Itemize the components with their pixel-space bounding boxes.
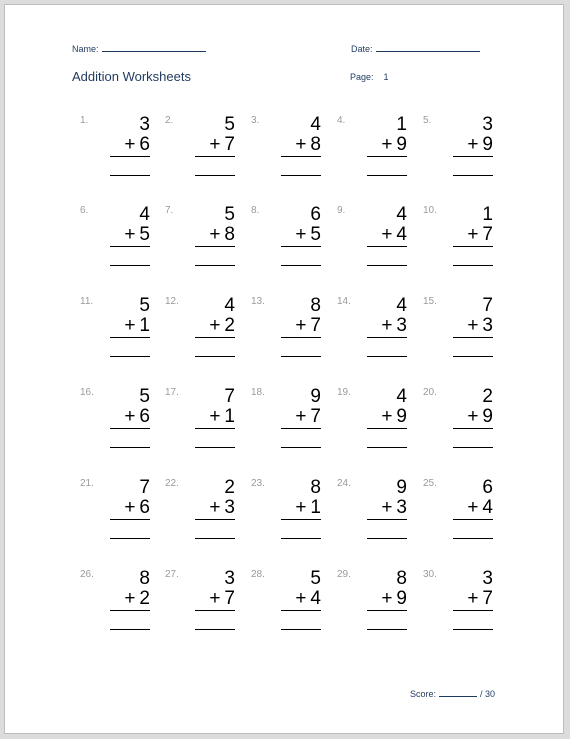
- problem-number: 18.: [251, 387, 265, 398]
- answer-line[interactable]: [367, 175, 407, 176]
- problem-number: 22.: [165, 478, 179, 489]
- addend-bottom-row: [195, 407, 235, 429]
- plus-sign: +: [124, 406, 136, 427]
- plus-sign: +: [124, 224, 136, 245]
- addend-top: 5: [224, 114, 235, 135]
- addend-bottom-row: [195, 135, 235, 157]
- page-label: Page:: [350, 72, 374, 82]
- addend-bottom: 9: [396, 134, 407, 155]
- problem-item: [423, 115, 493, 195]
- problem-item: [80, 296, 150, 376]
- addend-top: 2: [224, 477, 235, 498]
- addend-bottom: 9: [482, 406, 493, 427]
- addend-bottom: 3: [224, 497, 235, 518]
- problem-item: [165, 387, 235, 467]
- problem-number: 5.: [423, 115, 432, 126]
- plus-sign: +: [209, 134, 221, 155]
- problem-number: 21.: [80, 478, 94, 489]
- date-label: Date:: [351, 44, 373, 54]
- answer-line[interactable]: [195, 175, 235, 176]
- worksheet-page: [4, 4, 564, 734]
- addend-bottom: 7: [482, 588, 493, 609]
- date-field[interactable]: [351, 42, 480, 54]
- problem-item: [165, 205, 235, 285]
- problem-item: [337, 296, 407, 376]
- plus-sign: +: [295, 406, 307, 427]
- answer-line[interactable]: [453, 175, 493, 176]
- addend-top: 1: [396, 114, 407, 135]
- addend-bottom: 5: [310, 224, 321, 245]
- score-line[interactable]: [439, 687, 477, 697]
- addend-top: 5: [139, 386, 150, 407]
- addend-bottom-row: [281, 407, 321, 429]
- problem-item: [337, 569, 407, 649]
- page-indicator: [350, 72, 389, 82]
- answer-line[interactable]: [110, 175, 150, 176]
- addend-top: 7: [482, 295, 493, 316]
- addend-bottom-row: [453, 225, 493, 247]
- answer-line[interactable]: [453, 629, 493, 630]
- problem-number: 3.: [251, 115, 260, 126]
- addend-bottom-row: [195, 498, 235, 520]
- answer-line[interactable]: [367, 447, 407, 448]
- answer-line[interactable]: [281, 356, 321, 357]
- addend-top: 8: [310, 295, 321, 316]
- addend-bottom: 4: [396, 224, 407, 245]
- plus-sign: +: [295, 588, 307, 609]
- answer-line[interactable]: [195, 447, 235, 448]
- problem-item: [423, 478, 493, 558]
- addend-bottom: 7: [310, 406, 321, 427]
- addend-top: 7: [139, 477, 150, 498]
- score-field: [410, 687, 495, 699]
- addend-bottom-row: [281, 135, 321, 157]
- addend-top: 2: [482, 386, 493, 407]
- problem-number: 10.: [423, 205, 437, 216]
- problem-number: 1.: [80, 115, 89, 126]
- addend-bottom: 4: [310, 588, 321, 609]
- page-number: 1: [383, 72, 389, 82]
- addend-bottom-row: [110, 498, 150, 520]
- addend-bottom: 6: [139, 134, 150, 155]
- plus-sign: +: [295, 134, 307, 155]
- addend-bottom-row: [367, 316, 407, 338]
- plus-sign: +: [124, 588, 136, 609]
- addend-bottom-row: [195, 225, 235, 247]
- addend-bottom: 1: [310, 497, 321, 518]
- addend-bottom-row: [110, 407, 150, 429]
- problem-number: 6.: [80, 205, 89, 216]
- problem-item: [337, 115, 407, 195]
- plus-sign: +: [467, 315, 479, 336]
- date-line[interactable]: [376, 42, 480, 52]
- addend-bottom-row: [453, 135, 493, 157]
- addend-top: 8: [310, 477, 321, 498]
- addend-bottom-row: [281, 225, 321, 247]
- addend-bottom: 1: [224, 406, 235, 427]
- problem-item: [337, 478, 407, 558]
- answer-line[interactable]: [110, 265, 150, 266]
- addend-top: 3: [482, 114, 493, 135]
- problem-number: 28.: [251, 569, 265, 580]
- answer-line[interactable]: [281, 629, 321, 630]
- addend-bottom: 3: [396, 315, 407, 336]
- problem-number: 14.: [337, 296, 351, 307]
- problem-item: [165, 296, 235, 376]
- problem-item: [80, 478, 150, 558]
- plus-sign: +: [467, 588, 479, 609]
- addend-top: 4: [396, 386, 407, 407]
- addend-top: 3: [139, 114, 150, 135]
- problem-item: [165, 115, 235, 195]
- plus-sign: +: [295, 497, 307, 518]
- plus-sign: +: [467, 134, 479, 155]
- plus-sign: +: [295, 315, 307, 336]
- addend-top: 6: [310, 204, 321, 225]
- problem-number: 7.: [165, 205, 174, 216]
- addend-bottom: 6: [139, 406, 150, 427]
- addend-bottom-row: [281, 316, 321, 338]
- answer-line[interactable]: [195, 538, 235, 539]
- score-label: Score:: [410, 689, 437, 699]
- addend-top: 1: [482, 204, 493, 225]
- answer-line[interactable]: [195, 629, 235, 630]
- answer-line[interactable]: [110, 538, 150, 539]
- addend-bottom: 9: [482, 134, 493, 155]
- addend-bottom-row: [281, 589, 321, 611]
- addend-bottom: 7: [224, 588, 235, 609]
- problem-item: [251, 478, 321, 558]
- plus-sign: +: [295, 224, 307, 245]
- problem-item: [80, 115, 150, 195]
- plus-sign: +: [381, 588, 393, 609]
- plus-sign: +: [209, 406, 221, 427]
- problem-item: [423, 205, 493, 285]
- problem-number: 25.: [423, 478, 437, 489]
- problem-number: 13.: [251, 296, 265, 307]
- addend-bottom: 2: [139, 588, 150, 609]
- addend-top: 3: [224, 568, 235, 589]
- plus-sign: +: [381, 406, 393, 427]
- plus-sign: +: [209, 497, 221, 518]
- addend-top: 4: [396, 204, 407, 225]
- addend-top: 9: [396, 477, 407, 498]
- addend-bottom: 8: [310, 134, 321, 155]
- problem-item: [251, 569, 321, 649]
- plus-sign: +: [124, 315, 136, 336]
- addend-bottom: 8: [224, 224, 235, 245]
- addend-bottom: 7: [482, 224, 493, 245]
- plus-sign: +: [467, 224, 479, 245]
- addend-bottom-row: [453, 316, 493, 338]
- addend-bottom: 3: [482, 315, 493, 336]
- answer-line[interactable]: [110, 629, 150, 630]
- addend-bottom: 9: [396, 588, 407, 609]
- problem-item: [80, 387, 150, 467]
- addend-top: 4: [396, 295, 407, 316]
- problem-number: 2.: [165, 115, 174, 126]
- problem-item: [165, 478, 235, 558]
- answer-line[interactable]: [453, 538, 493, 539]
- answer-line[interactable]: [195, 356, 235, 357]
- addend-bottom-row: [195, 316, 235, 338]
- problem-item: [423, 296, 493, 376]
- answer-line[interactable]: [453, 265, 493, 266]
- addend-bottom-row: [367, 498, 407, 520]
- score-total: / 30: [480, 689, 496, 699]
- problem-item: [337, 387, 407, 467]
- problem-number: 30.: [423, 569, 437, 580]
- problem-item: [80, 569, 150, 649]
- problem-item: [251, 387, 321, 467]
- answer-line[interactable]: [367, 265, 407, 266]
- page-title: Addition Worksheets: [72, 69, 191, 84]
- problem-number: 12.: [165, 296, 179, 307]
- answer-line[interactable]: [453, 447, 493, 448]
- addend-bottom: 7: [224, 134, 235, 155]
- addend-top: 7: [224, 386, 235, 407]
- problem-number: 29.: [337, 569, 351, 580]
- addend-bottom: 9: [396, 406, 407, 427]
- name-field[interactable]: [72, 42, 206, 54]
- addend-top: 9: [310, 386, 321, 407]
- addend-top: 8: [396, 568, 407, 589]
- addend-bottom: 7: [310, 315, 321, 336]
- addend-bottom-row: [453, 498, 493, 520]
- addend-bottom-row: [367, 589, 407, 611]
- problem-item: [80, 205, 150, 285]
- problem-number: 19.: [337, 387, 351, 398]
- answer-line[interactable]: [281, 175, 321, 176]
- answer-line[interactable]: [367, 356, 407, 357]
- problem-number: 23.: [251, 478, 265, 489]
- problem-number: 15.: [423, 296, 437, 307]
- addend-top: 5: [310, 568, 321, 589]
- plus-sign: +: [209, 315, 221, 336]
- addend-bottom: 6: [139, 497, 150, 518]
- addend-top: 4: [139, 204, 150, 225]
- addend-bottom: 1: [139, 315, 150, 336]
- problem-number: 26.: [80, 569, 94, 580]
- addend-bottom: 4: [482, 497, 493, 518]
- answer-line[interactable]: [281, 538, 321, 539]
- plus-sign: +: [467, 406, 479, 427]
- answer-line[interactable]: [195, 265, 235, 266]
- problem-item: [251, 205, 321, 285]
- addend-top: 4: [224, 295, 235, 316]
- addend-bottom: 5: [139, 224, 150, 245]
- addend-top: 4: [310, 114, 321, 135]
- addend-bottom-row: [110, 135, 150, 157]
- addend-top: 3: [482, 568, 493, 589]
- addend-bottom-row: [367, 407, 407, 429]
- plus-sign: +: [381, 315, 393, 336]
- addend-bottom-row: [453, 589, 493, 611]
- problem-number: 24.: [337, 478, 351, 489]
- addend-top: 8: [139, 568, 150, 589]
- plus-sign: +: [467, 497, 479, 518]
- answer-line[interactable]: [367, 629, 407, 630]
- answer-line[interactable]: [110, 356, 150, 357]
- plus-sign: +: [381, 497, 393, 518]
- plus-sign: +: [124, 497, 136, 518]
- problem-item: [423, 387, 493, 467]
- addend-bottom-row: [110, 225, 150, 247]
- problem-item: [251, 115, 321, 195]
- addend-bottom: 2: [224, 315, 235, 336]
- addend-bottom-row: [195, 589, 235, 611]
- plus-sign: +: [124, 134, 136, 155]
- problem-number: 8.: [251, 205, 260, 216]
- answer-line[interactable]: [110, 447, 150, 448]
- addend-bottom-row: [367, 135, 407, 157]
- problem-number: 11.: [80, 296, 94, 307]
- plus-sign: +: [381, 224, 393, 245]
- name-label: Name:: [72, 44, 99, 54]
- answer-line[interactable]: [453, 356, 493, 357]
- addend-bottom-row: [110, 589, 150, 611]
- addend-bottom-row: [281, 498, 321, 520]
- problem-item: [165, 569, 235, 649]
- problem-number: 27.: [165, 569, 179, 580]
- problem-number: 9.: [337, 205, 346, 216]
- problem-item: [337, 205, 407, 285]
- addend-top: 6: [482, 477, 493, 498]
- problem-number: 4.: [337, 115, 346, 126]
- addend-bottom-row: [453, 407, 493, 429]
- problem-item: [423, 569, 493, 649]
- addend-bottom-row: [367, 225, 407, 247]
- plus-sign: +: [381, 134, 393, 155]
- problem-number: 20.: [423, 387, 437, 398]
- addend-top: 5: [139, 295, 150, 316]
- problem-item: [251, 296, 321, 376]
- answer-line[interactable]: [367, 538, 407, 539]
- problem-number: 16.: [80, 387, 94, 398]
- answer-line[interactable]: [281, 447, 321, 448]
- plus-sign: +: [209, 224, 221, 245]
- addend-bottom-row: [110, 316, 150, 338]
- problem-number: 17.: [165, 387, 179, 398]
- plus-sign: +: [209, 588, 221, 609]
- addend-bottom: 3: [396, 497, 407, 518]
- name-line[interactable]: [102, 42, 206, 52]
- answer-line[interactable]: [281, 265, 321, 266]
- addend-top: 5: [224, 204, 235, 225]
